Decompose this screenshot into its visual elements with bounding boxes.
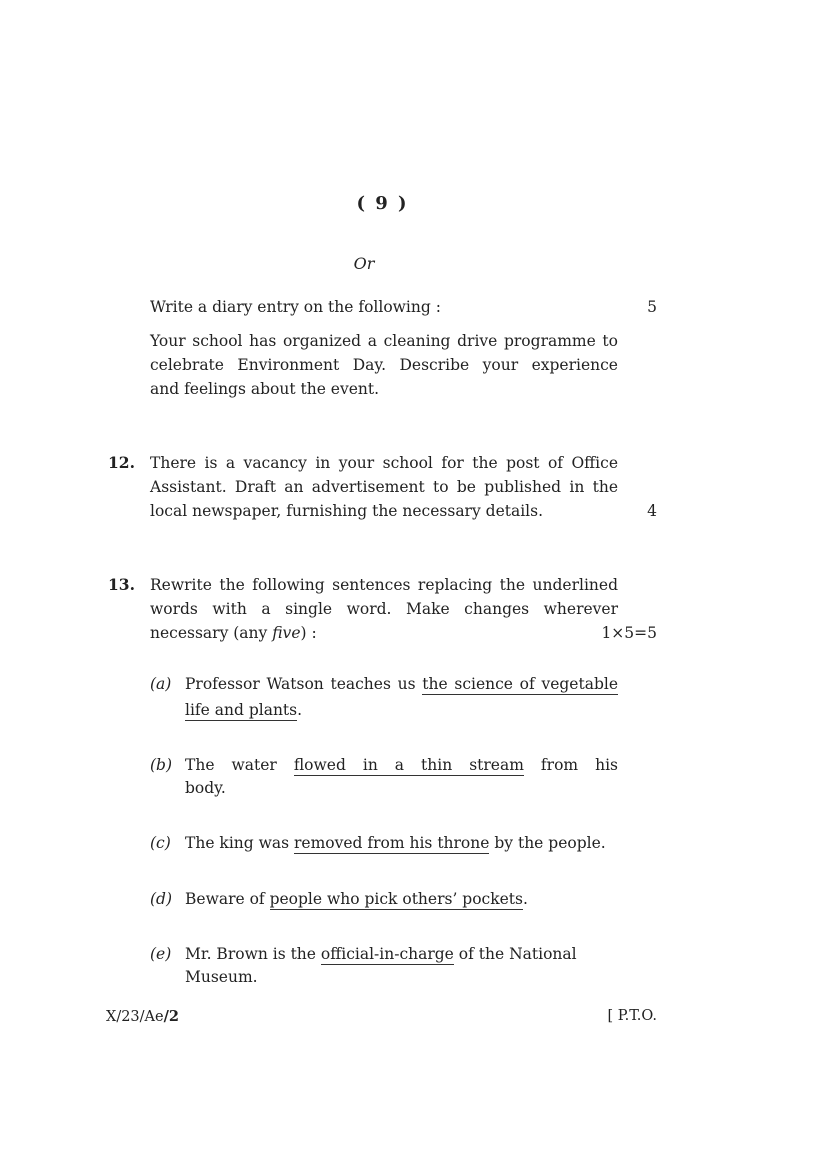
option-b-line1 — [185, 753, 618, 777]
option-a-line2 — [185, 698, 618, 722]
option-c-underlined: removed from his throne — [294, 834, 490, 852]
option-c-end: by the people. — [489, 834, 606, 852]
option-a-underlined-1: the science of vegetable — [422, 675, 618, 693]
page-number: ( 9 ) — [356, 193, 409, 214]
option-e-text: Mr. Brown is the — [185, 945, 321, 963]
option-a-end: . — [297, 701, 303, 719]
option-e-end: of the National — [453, 945, 577, 963]
question-13-line3 — [150, 621, 317, 645]
option-d-label: (d) — [150, 890, 173, 908]
question-12-line3: local newspaper, furnishing the necessary details. — [150, 502, 544, 520]
option-e-label: (e) — [150, 945, 172, 963]
option-a-underlined-2: life and plants — [185, 701, 298, 719]
option-a-label: (a) — [150, 675, 172, 693]
option-c-line1 — [185, 831, 618, 855]
diary-prompt-line3: and feelings about the event. — [150, 380, 380, 398]
paper-code-bold: /2 — [163, 1008, 179, 1025]
option-e-line1 — [185, 942, 618, 966]
option-a-text: Professor Watson teaches us — [185, 675, 423, 693]
question-13-line2: words with a single word. Make changes wherever — [150, 600, 618, 618]
paper-code — [106, 1008, 179, 1025]
option-d-underlined: people who pick others’ pockets — [269, 890, 523, 908]
question-13-marks: 1×5=5 — [601, 624, 657, 642]
question-13-emphasis: five — [272, 624, 301, 642]
option-d-end: . — [523, 890, 528, 908]
option-d-text: Beware of — [185, 890, 270, 908]
option-e-underlined: official-in-charge — [320, 945, 454, 963]
question-13-line1: Rewrite the following sentences replacing the underlined — [150, 576, 618, 594]
option-b-line2: body. — [185, 779, 226, 797]
diary-prompt-line2: celebrate Environment Day. Describe your experience — [150, 356, 618, 374]
paper-code-text: X/23/Ae — [106, 1009, 164, 1025]
question-13-line3-end: ) : — [300, 624, 317, 642]
option-c-text: The king was — [185, 834, 294, 852]
option-b-text: The water — [185, 756, 294, 774]
question-12-line1: There is a vacancy in your school for the post of Office — [150, 454, 618, 472]
diary-instruction: Write a diary entry on the following : — [150, 298, 441, 316]
option-b-label: (b) — [150, 756, 173, 774]
pto-label: [ P.T.O. — [607, 1008, 657, 1024]
question-12-number: 12. — [108, 453, 135, 472]
question-12-marks: 4 — [647, 502, 657, 520]
or-label: Or — [353, 254, 375, 273]
option-c-label: (c) — [150, 834, 171, 852]
option-b-underlined: flowed in a thin stream — [293, 756, 524, 774]
question-13-line3-text: necessary (any — [150, 624, 273, 642]
diary-marks: 5 — [647, 298, 657, 316]
option-b-end: from his — [523, 756, 618, 774]
option-e-line2: Museum. — [185, 968, 258, 986]
diary-prompt-line1: Your school has organized a cleaning drive programme to — [150, 332, 618, 350]
option-d-line1 — [185, 887, 618, 911]
option-a-line1 — [185, 672, 618, 696]
question-13-number: 13. — [108, 575, 135, 594]
question-12-line2: Assistant. Draft an advertisement to be published in the — [150, 478, 618, 496]
